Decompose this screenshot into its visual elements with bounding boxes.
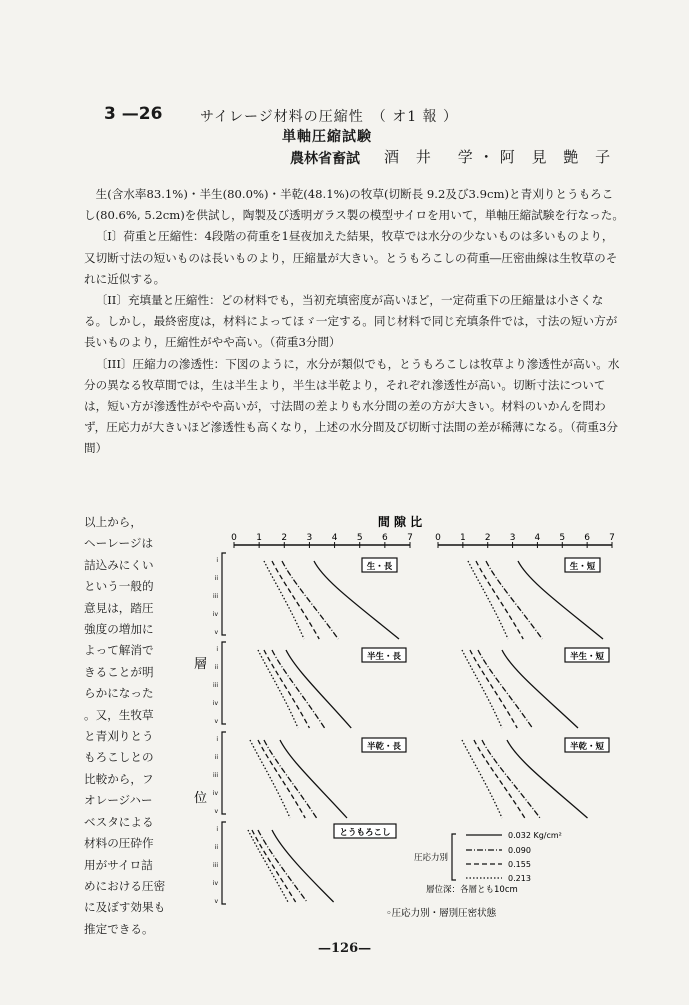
pressure-curve: [286, 650, 351, 728]
institution: 農林省畜試: [290, 151, 360, 167]
legend-group-label: 圧応力別: [414, 853, 449, 863]
layer-tick-label: v: [214, 898, 218, 905]
panel-label: とうもろこし: [339, 828, 391, 838]
page-number: —126—: [318, 941, 372, 956]
panel-label: 生・短: [569, 562, 596, 572]
pressure-curve: [272, 830, 334, 902]
side-line: 比較から，フ: [84, 771, 154, 786]
side-line: めにおける圧密: [84, 878, 166, 893]
panel-label: 生・長: [366, 562, 393, 572]
panel-label: 半乾・短: [569, 742, 605, 752]
layer-tick-label: i: [216, 736, 218, 743]
layer-tick-label: iii: [212, 862, 218, 869]
axis-tick-label: 3: [509, 533, 516, 543]
side-line: もろこしとの: [84, 750, 154, 765]
panel: [462, 648, 609, 728]
layer-tick-label: i: [216, 646, 218, 653]
side-line: ベスタによる: [84, 814, 154, 829]
paragraph-2: 〔II〕充填量と圧縮性：どの材料でも，当初充填密度が高いほど，一定荷重下の圧縮量は小さくなる。しかし，最終密度は，材料によってほゞ一定する。同じ材料で同じ充填条件では，寸法の短い方が長いものより，圧縮性がやや高い。（荷重3分間）: [84, 293, 618, 350]
layer-tick-label: iv: [212, 700, 218, 707]
pressure-curve: [252, 830, 296, 902]
legend-entry: 0.213: [508, 874, 531, 883]
side-line: と青刈りとう: [84, 729, 154, 744]
layer-tick-label: v: [214, 629, 218, 636]
layer-tick-label: iii: [212, 772, 218, 779]
pressure-curve: [248, 830, 288, 902]
figure-legend: [386, 831, 562, 919]
layer-tick-label: iii: [212, 682, 218, 689]
layer-tick-label: iv: [212, 880, 218, 887]
side-line: 詰込みにくい: [84, 557, 154, 572]
layer-tick-label: ii: [214, 664, 218, 671]
side-line: らかになった: [84, 686, 154, 701]
pressure-curve: [468, 561, 508, 639]
figure-title: 間 隙 比: [377, 515, 423, 529]
legend-entry: 0.155: [508, 860, 531, 869]
pressure-curve: [482, 740, 540, 818]
yaxis-label-bottom: 位: [194, 791, 208, 806]
side-line: 以上から，: [84, 515, 142, 529]
axis-tick-label: 6: [584, 533, 591, 543]
side-line: に及ぼす効果も: [84, 900, 166, 915]
axis-tick-label: 7: [407, 533, 413, 543]
pressure-curve: [478, 650, 532, 728]
pressure-curve: [282, 561, 338, 639]
axis-tick-label: 1: [256, 533, 263, 543]
side-line: 意見は，踏圧: [84, 600, 154, 615]
legend-entry: 0.090: [508, 846, 531, 855]
pressure-curve: [486, 561, 542, 639]
pressure-curve: [272, 561, 319, 639]
side-line: 材料の圧砕作: [84, 836, 154, 851]
layer-bracket: [222, 642, 226, 724]
panel-label: 半乾・長: [366, 742, 402, 752]
paragraph-3: 〔III〕圧縮力の滲透性：下図のように，水分が類似でも，とうもろこしは牧草より滲透性が高い。水分の異なる牧草間では，生は半生より，半生は半乾より，それぞれ滲透性が高い。切断寸法については，短い方が滲透性がやや高いが，寸法間の差よりも水分間の差の方が大きい。材料のいかんを問わず，圧応力が大きいほど滲透性も高くなり，上述の水分間及び切断寸法間の差が稀薄になる。（荷重3分間）: [84, 356, 620, 456]
panel: [250, 738, 406, 818]
panel-label: 半生・短: [569, 652, 605, 662]
intro-paragraph: 生(含水率83.1%)・半生(80.0%)・半乾(48.1%)の牧草(切断長 9.2及び3.9cm)と青刈りとうもろこし(80.6%, 5.2cm)を供試し，陶製及び透明ガラス製の模型サイロを用いて，単軸圧縮試験を行なった。: [84, 187, 624, 223]
layer-bracket: [222, 553, 226, 635]
layer-tick-label: iv: [212, 611, 218, 618]
panel: [468, 558, 603, 639]
paper-title: サイレージ材料の圧縮性 （ オ1 報 ）: [200, 109, 458, 125]
panel: [248, 824, 396, 902]
side-line: きることが明: [84, 664, 154, 679]
layer-tick-label: v: [214, 718, 218, 725]
pressure-curve: [264, 740, 317, 818]
axis-tick-label: 1: [459, 533, 466, 543]
layer-tick-label: i: [216, 826, 218, 833]
axis-tick-label: 4: [534, 533, 541, 543]
axis-tick-label: 3: [306, 533, 313, 543]
axis-tick-label: 2: [281, 533, 288, 543]
layer-tick-label: ii: [214, 575, 218, 582]
pressure-curve: [264, 650, 309, 728]
panel: [462, 738, 609, 818]
layer-tick-label: ii: [214, 754, 218, 761]
legend-note: 層位深：各層とも10cm: [426, 885, 518, 895]
panel: [264, 558, 399, 639]
panel-label: 半生・長: [366, 652, 402, 662]
side-line: ヘーレージは: [84, 536, 154, 551]
yaxis-label-top: 層: [194, 657, 208, 672]
axis-tick-label: 5: [559, 533, 566, 543]
legend-entry: 0.032 Kg/cm²: [508, 831, 562, 840]
side-line: 強度の増加に: [84, 622, 154, 637]
pressure-curve: [258, 740, 305, 818]
layer-bracket: [222, 822, 226, 904]
layer-tick-label: ii: [214, 844, 218, 851]
axis-tick-label: 2: [484, 533, 491, 543]
panel: [258, 648, 406, 728]
layer-tick-label: iv: [212, 790, 218, 797]
figure-caption: ◦圧応力別・層別圧密状態: [386, 908, 497, 919]
side-line: 用がサイロ詰: [84, 857, 153, 872]
legend-bracket: [452, 834, 456, 880]
side-line: 推定できる。: [84, 921, 154, 936]
paper-subtitle: 単軸圧縮試験: [282, 129, 372, 145]
layer-tick-label: v: [214, 808, 218, 815]
axis-tick-label: 7: [609, 533, 615, 543]
pressure-curve: [518, 561, 603, 639]
layer-bracket: [222, 732, 226, 814]
pressure-curve: [314, 561, 399, 639]
layer-tick-label: iii: [212, 593, 218, 600]
paragraph-1: 〔I〕荷重と圧縮性：4段階の荷重を1昼夜加えた結果，牧草では水分の少ないものは多いものより，又切断寸法の短いものは長いものより，圧縮量が大きい。とうもろこしの荷重―圧密曲線は生牧草のそれに近似する。: [84, 229, 618, 286]
pressure-curve: [264, 561, 304, 639]
axis-tick-label: 5: [356, 533, 363, 543]
section-number: 3 —26: [104, 104, 163, 124]
pressure-curve: [462, 650, 502, 728]
side-line: よって解消で: [84, 643, 154, 658]
axis-tick-label: 4: [331, 533, 338, 543]
side-line: 。又，生牧草: [84, 707, 154, 722]
axis-tick-label: 0: [435, 533, 441, 543]
pressure-curve: [474, 740, 525, 818]
side-line: オレージハー: [84, 793, 153, 808]
axis-tick-label: 6: [381, 533, 388, 543]
pressure-curve: [476, 561, 523, 639]
authors: 酒 井 学・阿 見 艶 子: [384, 148, 617, 166]
pressure-curve: [462, 740, 502, 818]
layer-tick-label: i: [216, 557, 218, 564]
axis-tick-label: 0: [231, 533, 237, 543]
side-line: という一般的: [84, 579, 154, 594]
